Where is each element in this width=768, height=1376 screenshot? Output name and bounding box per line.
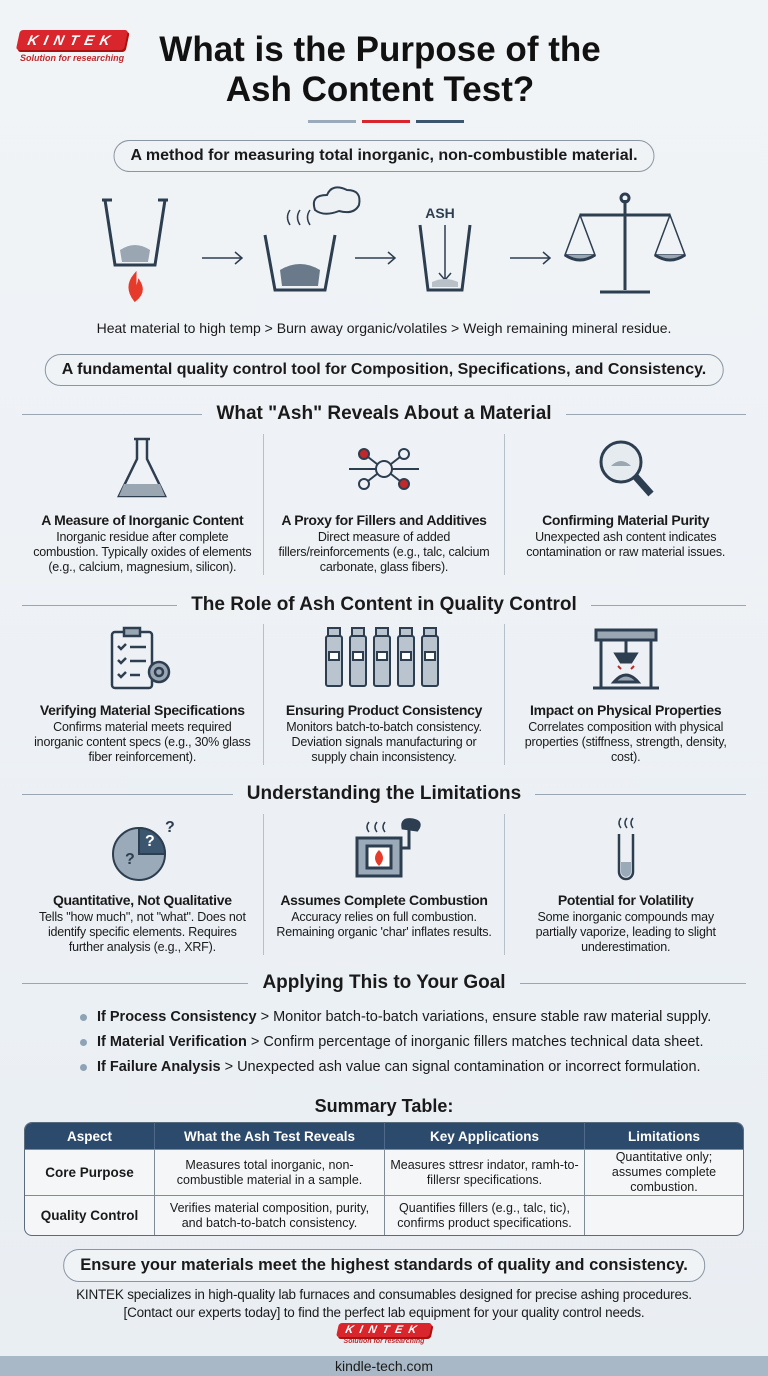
section-header [22, 594, 746, 616]
card-title: Verifying Material Specifications [39, 702, 245, 718]
cta-text [0, 1286, 768, 1322]
logo-wordmark: KINTEK [336, 1323, 432, 1337]
card-desc: Some inorganic compounds may partially vaporize, leading to slight underestimation. [535, 910, 716, 954]
goal-text: > Unexpected ash value can signal contamination or incorrect formulation. [220, 1059, 701, 1075]
card-title: Confirming Material Purity [542, 512, 710, 528]
footer-website[interactable]: kindle-tech.com [0, 1356, 768, 1376]
logo-tagline: Solution for researching [20, 53, 125, 63]
card-title: Ensuring Product Consistency [285, 702, 483, 718]
table-row [25, 1195, 743, 1235]
table-cell: Verifies material composition, purity, and batch-to-batch consistency. [155, 1195, 385, 1235]
card-title: Quantitative, Not Qualitative [52, 892, 232, 908]
section-header [22, 972, 746, 994]
furnace-icon [339, 814, 429, 884]
goal-label: If Failure Analysis [97, 1059, 221, 1075]
table-cell: Measures sttresr indator, ramh-to-fillersr specifications. [385, 1149, 585, 1195]
info-card [505, 434, 746, 575]
card-title: A Measure of Inorganic Content [41, 512, 244, 528]
title-divider [308, 120, 464, 123]
logo-tagline: Solution for researching [343, 1338, 425, 1345]
subtitle-pill: A method for measuring total inorganic, non-combustible material. [113, 140, 654, 172]
summary-pill: A fundamental quality control tool for Composition, Specifications, and Consistency. [45, 354, 724, 386]
arrow-icon [355, 252, 395, 264]
ash-crucible-icon [420, 225, 470, 290]
section-title: What "Ash" Reveals About a Material [216, 403, 552, 424]
table-title: Summary Table: [314, 1096, 454, 1116]
goal-item [80, 1034, 703, 1050]
section-title: The Role of Ash Content in Quality Control [191, 594, 577, 615]
bullet-icon [80, 1014, 87, 1021]
card-desc: Correlates composition with physical properties (stiffness, strength, density, cost). [524, 720, 727, 764]
arrow-icon [202, 252, 242, 264]
process-caption: Heat material to high temp > Burn away organic/volatiles > Weigh remaining mineral residue. [96, 320, 672, 336]
arrow-icon [510, 252, 550, 264]
card-desc: Monitors batch-to-batch consistency. Deviation signals manufacturing or supply chain inconsistency. [286, 720, 482, 764]
section-columns [22, 434, 746, 575]
svg-text:?: ? [125, 851, 136, 868]
card-desc: Inorganic residue after complete combustion. Typically oxides of elements (e.g., calcium, magnesium, silicon). [33, 530, 252, 574]
press-test-icon [581, 624, 671, 694]
flask-icon [97, 434, 187, 504]
footer-logo [338, 1323, 431, 1345]
info-card [22, 814, 264, 955]
goal-label: If Material Verification [97, 1034, 247, 1050]
bullet-icon [80, 1039, 87, 1046]
card-title: Potential for Volatility [557, 892, 694, 908]
info-card [264, 434, 506, 575]
info-card [264, 814, 506, 955]
svg-text:?: ? [165, 819, 176, 836]
kintek-logo [18, 30, 126, 63]
goal-text: > Monitor batch-to-batch variations, ensure stable raw material supply. [256, 1009, 712, 1025]
table-cell: Core Purpose [25, 1149, 155, 1195]
column-header: Limitations [585, 1123, 743, 1149]
table-cell [585, 1195, 743, 1235]
table-cell: Quality Control [25, 1195, 155, 1235]
table-row [25, 1149, 743, 1195]
cta-line: to find the perfect lab equipment for your quality control needs. [280, 1305, 645, 1320]
summary-table [24, 1122, 744, 1236]
ash-label: ASH [425, 205, 455, 221]
cta-headline: Ensure your materials meet the highest standards of quality and consistency. [63, 1249, 705, 1282]
contact-link[interactable]: [Contact our experts today] [123, 1305, 281, 1320]
card-title: Impact on Physical Properties [530, 702, 722, 718]
card-desc: Confirms material meets required inorganic content specs (e.g., 30% glass fiber reinforcement). [34, 720, 251, 764]
page-title: What is the Purpose of the Ash Content Test? [159, 30, 601, 109]
pie-question-icon [97, 814, 187, 884]
balance-scale-icon [565, 194, 685, 292]
section-title: Understanding the Limitations [246, 783, 522, 804]
checklist-gear-icon [97, 624, 187, 694]
info-card [264, 624, 506, 765]
info-card [505, 624, 746, 765]
section-header [22, 783, 746, 805]
bottles-icon [324, 624, 444, 694]
goal-item [80, 1059, 701, 1075]
card-desc: Direct measure of added fillers/reinforcements (e.g., talc, calcium carbonate, glass fibers). [278, 530, 490, 574]
info-card [22, 624, 264, 765]
crucible-heat-icon [102, 200, 168, 300]
info-card [505, 814, 746, 955]
bullet-icon [80, 1064, 87, 1071]
table-cell: Measures total inorganic, non-combustible material in a sample. [155, 1149, 385, 1195]
goal-label: If Process Consistency [97, 1009, 257, 1025]
process-diagram [90, 180, 690, 310]
column-header: Key Applications [385, 1123, 585, 1149]
section-header [22, 403, 746, 425]
logo-wordmark: KINTEK [16, 30, 128, 50]
card-title: A Proxy for Fillers and Additives [281, 512, 487, 528]
table-header-row [25, 1123, 743, 1149]
burning-crucible-icon [265, 187, 360, 290]
magnifier-icon [581, 434, 671, 504]
card-title: Assumes Complete Combustion [280, 892, 488, 908]
section-columns [22, 624, 746, 765]
test-tube-icon [581, 814, 671, 884]
cta-line: KINTEK specializes in high-quality lab furnaces and consumables designed for precise ashing procedures. [76, 1287, 692, 1302]
card-desc: Tells "how much", not "what". Does not identify specific elements. Requires further analysis (e.g., XRF). [38, 910, 246, 954]
goal-text: > Confirm percentage of inorganic fillers matches technical data sheet. [246, 1034, 704, 1050]
section-title: Applying This to Your Goal [262, 972, 506, 993]
table-cell: Quantifies fillers (e.g., talc, tic), confirms product specifications. [385, 1195, 585, 1235]
svg-text:?: ? [145, 833, 156, 850]
column-header: What the Ash Test Reveals [155, 1123, 385, 1149]
column-header: Aspect [25, 1123, 155, 1149]
card-desc: Accuracy relies on full combustion. Remaining organic 'char' inflates results. [276, 910, 492, 939]
card-desc: Unexpected ash content indicates contamination or raw material issues. [526, 530, 726, 559]
info-card [22, 434, 264, 575]
goal-item [80, 1009, 711, 1025]
table-cell: Quantitative only; assumes complete combustion. [585, 1149, 743, 1195]
molecule-icon [339, 434, 429, 504]
section-columns [22, 814, 746, 955]
